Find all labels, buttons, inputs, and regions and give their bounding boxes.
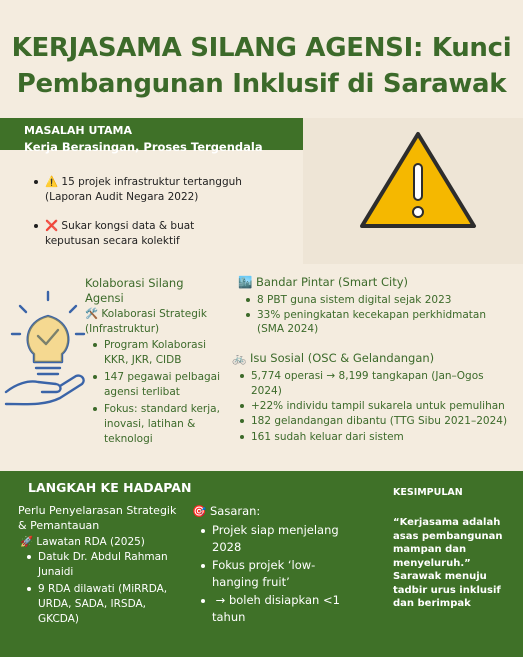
social-item-4: 161 sudah keluar dari sistem — [240, 430, 404, 445]
next-steps-item-2-cont2: GKCDA) — [38, 613, 79, 625]
collab-item-1: Program Kolaborasi — [93, 338, 206, 353]
rocket-icon: 🚀 — [20, 536, 34, 548]
next-steps-item-2: 9 RDA dilawati (MiRRDA, — [27, 582, 167, 597]
targets-item-3: → boleh disiapkan <1 — [201, 592, 340, 609]
targets-item-2-cont: hanging fruit’ — [212, 575, 290, 589]
warning-icon: ⚠️ — [45, 176, 59, 188]
title-line-1: KERJASAMA SILANG AGENSI: Kunci — [11, 33, 512, 63]
collab-item-1-cont: KKR, JKR, CIDB — [104, 354, 182, 366]
collab-item-3-cont: inovasi, latihan & — [104, 418, 196, 430]
social-heading: 🚲 Isu Sosial (OSC & Gelandangan) — [232, 351, 435, 365]
conclusion-text: “Kerjasama adalah asas pembangunan mampan dan menyeluruh.” Sarawak menuju tadbir urus inklusif dan berimpak — [393, 517, 503, 609]
social-item-2: +22% individu tampil sukarela untuk pemulihan — [240, 399, 505, 414]
conclusion-heading: KESIMPULAN — [393, 487, 463, 498]
targets-item-3-cont: tahun — [212, 610, 246, 624]
targets-item-1-cont: 2028 — [212, 540, 242, 554]
social-item-1: 5,774 operasi → 8,199 tangkapan (Jan–Ogos — [240, 369, 484, 384]
hand-lightbulb-icon — [4, 288, 88, 408]
social-item-1-cont: 2024) — [251, 385, 282, 397]
next-steps-item-2-cont: URDA, SADA, IRSDA, — [38, 598, 147, 610]
smart-city-item-1: 8 PBT guna sistem digital sejak 2023 — [246, 293, 451, 308]
next-steps-heading: LANGKAH KE HADAPAN — [28, 480, 192, 495]
next-steps-subheading: Perlu Penyelarasan Strategik & Pemantauan — [18, 504, 177, 532]
targets-heading: 🎯 Sasaran: — [192, 504, 261, 518]
visit-line: 🚀 Lawatan RDA (2025) — [20, 536, 145, 548]
social-item-3: 182 gelandangan dibantu (TTG Sibu 2021–2024) — [240, 414, 507, 429]
collab-item-2-cont: agensi terlibat — [104, 386, 180, 398]
problem-item-2-cont: keputusan secara kolektif — [45, 235, 180, 247]
title-line-2: Pembangunan Inklusif di Sarawak — [16, 69, 507, 99]
problem-item-2: ❌ Sukar kongsi data & buat — [34, 219, 194, 234]
page-title — [0, 30, 523, 102]
smart-city-item-2: 33% peningkatan kecekapan perkhidmatan — [246, 308, 486, 323]
collab-item-2: 147 pegawai pelbagai — [93, 370, 220, 385]
targets-item-1: Projek siap menjelang — [201, 522, 339, 539]
smart-city-item-2-cont: (SMA 2024) — [257, 323, 319, 335]
problem-item-1: ⚠️ 15 projek infrastruktur tertangguh — [34, 175, 242, 190]
city-icon: 🏙️ — [238, 275, 253, 289]
target-icon: 🎯 — [192, 504, 207, 518]
collab-subheading: 🛠️ Kolaborasi Strategik (Infrastruktur) — [85, 308, 207, 335]
collab-item-3-cont2: teknologi — [104, 433, 153, 445]
cross-icon: ❌ — [45, 220, 59, 232]
problem-item-1-cont: (Laporan Audit Negara 2022) — [45, 191, 199, 203]
next-steps-item-1-cont: Junaidi — [38, 566, 74, 578]
next-steps-panel — [0, 471, 523, 657]
problem-heading: MASALAH UTAMA — [24, 124, 133, 137]
problem-subheading: Kerja Berasingan, Proses Tergendala — [24, 140, 263, 154]
bicycle-icon: 🚲 — [232, 351, 247, 365]
targets-item-2: Fokus projek ‘low- — [201, 557, 315, 574]
collab-heading: Kolaborasi Silang Agensi — [85, 276, 184, 305]
warning-triangle-icon — [356, 128, 480, 232]
smart-city-heading: 🏙️ Bandar Pintar (Smart City) — [238, 275, 408, 289]
collab-item-3: Fokus: standard kerja, — [93, 402, 220, 417]
next-steps-item-1: Datuk Dr. Abdul Rahman — [27, 550, 168, 565]
tools-icon: 🛠️ — [85, 308, 99, 320]
